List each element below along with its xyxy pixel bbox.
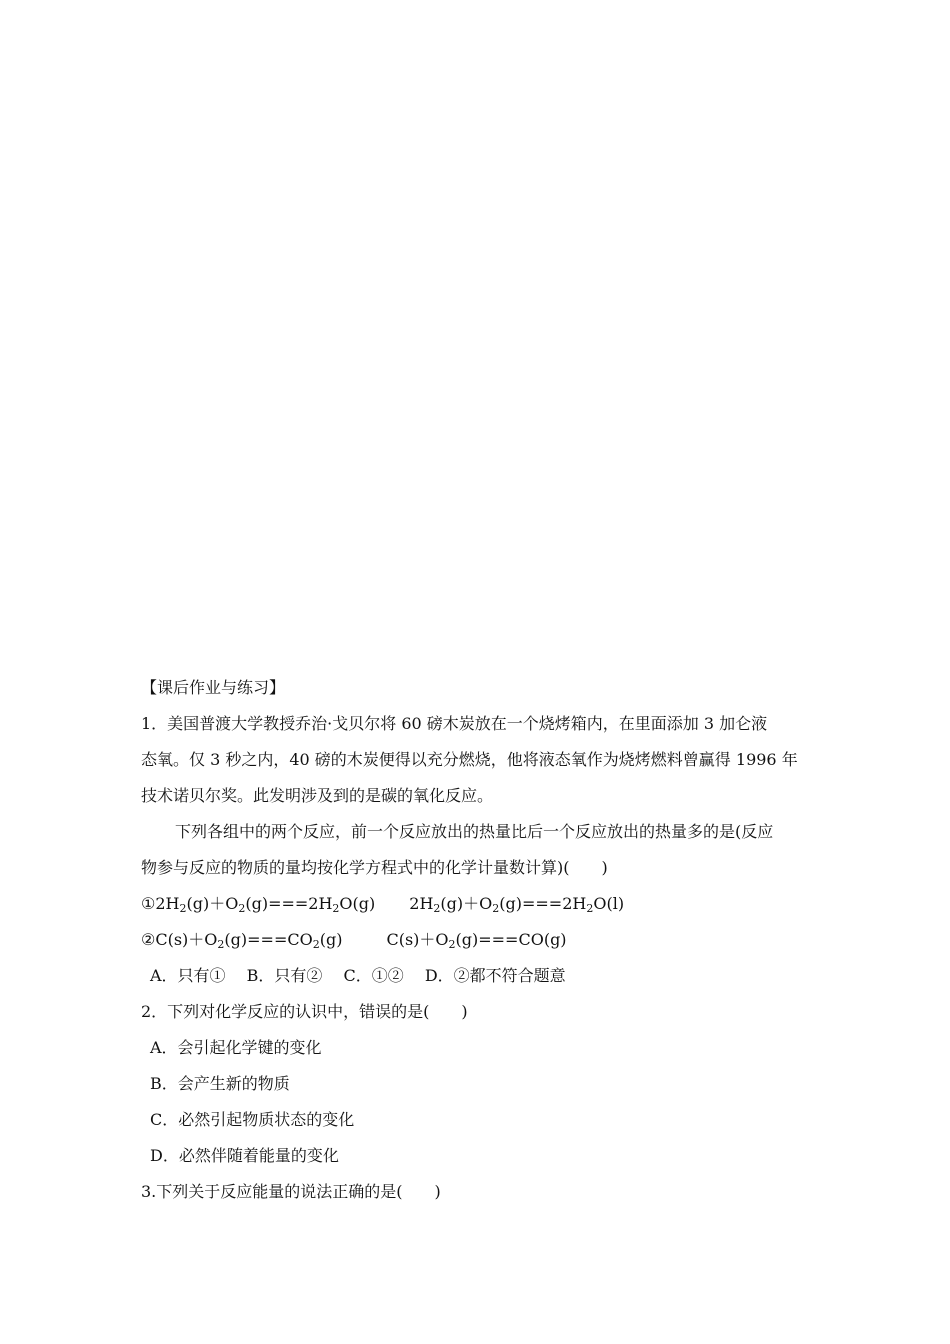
equation-2-label: ② [141, 930, 156, 949]
q1-line-1: 1．美国普渡大学教授乔治·戈贝尔将 60 磅木炭放在一个烧烤箱内，在里面添加 3 加仑液 [141, 714, 768, 733]
q2-option-b: B．会产生新的物质 [150, 1074, 290, 1093]
equation-2: $②C(s)+O_2(g)===CO_2(g)$ $C(s)+O_2(g)===CO(g)$ [141, 930, 567, 951]
equation-1-label: ① [141, 894, 156, 913]
section-title: 【课后作业与练习】 [141, 678, 286, 697]
q3-stem: 3.下列关于反应能量的说法正确的是( ) [141, 1182, 441, 1201]
q2-option-c: C．必然引起物质状态的变化 [150, 1110, 355, 1129]
q2-stem: 2．下列对化学反应的认识中，错误的是( ) [141, 1002, 468, 1021]
q2-option-a: A．会引起化学键的变化 [150, 1038, 322, 1057]
equation-1: $①2H_2(g)+O_2(g)===2H_2O(g)$ $2H_2(g)+O_2(g)===2H_2O(l)$ [141, 894, 625, 915]
q1-line-3: 技术诺贝尔奖。此发明涉及到的是碳的氧化反应。 [141, 786, 494, 805]
q1-line-5: 物参与反应的物质的量均按化学方程式中的化学计量数计算)( ) [141, 858, 608, 877]
q1-line-2: 态氧。仅 3 秒之内，40 磅的木炭便得以充分燃烧，他将液态氧作为烧烤燃料曾赢得 1996 年 [141, 750, 798, 769]
q1-line-4: 下列各组中的两个反应，前一个反应放出的热量比后一个反应放出的热量多的是(反应 [175, 822, 774, 841]
q1-options: A．只有① B．只有② C．①② D．②都不符合题意 [150, 966, 566, 985]
q2-option-d: D．必然伴随着能量的变化 [150, 1146, 339, 1165]
